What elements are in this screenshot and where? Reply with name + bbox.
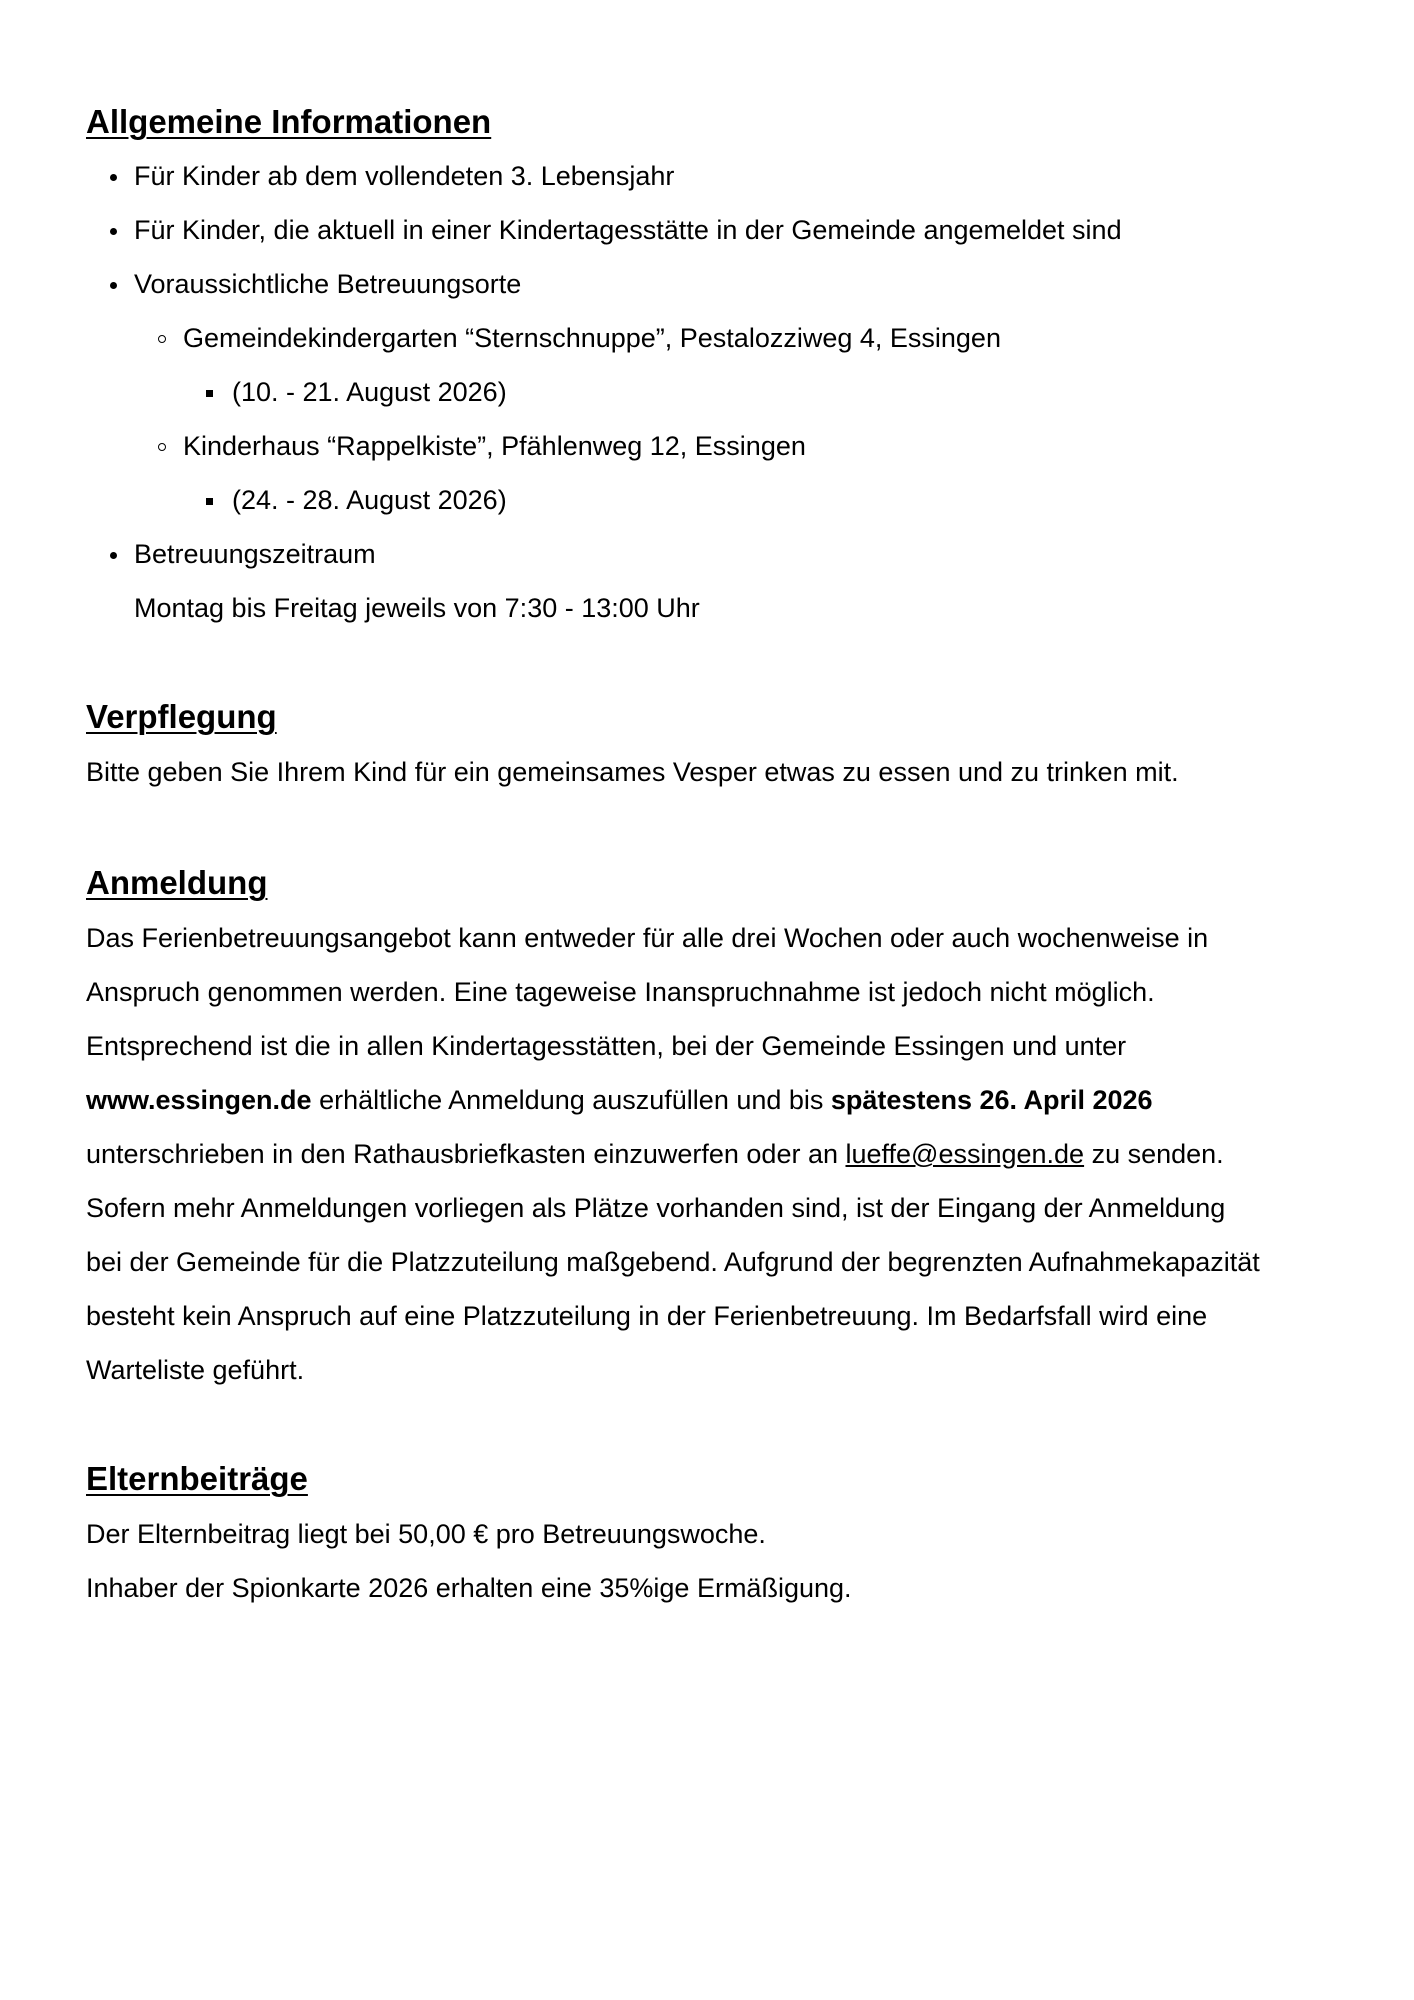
heading-registration: Anmeldung xyxy=(86,864,268,901)
circle-bullet-icon xyxy=(158,443,166,451)
fees-text: Inhaber der Spionkarte 2026 erhalten eine 35%ige Ermäßigung. xyxy=(86,1573,852,1603)
square-bullet-icon xyxy=(206,498,213,505)
bullet-icon xyxy=(110,282,117,289)
registration-text-pre: unterschrieben in den Rathausbriefkasten einzuwerfen oder an xyxy=(86,1139,846,1169)
website-text: www.essingen.de xyxy=(86,1085,312,1115)
heading-fees: Elternbeiträge xyxy=(86,1460,308,1497)
registration-text xyxy=(86,1084,1153,1116)
list-item: Voraussichtliche Betreuungsorte xyxy=(134,269,522,299)
registration-text: bei der Gemeinde für die Platzzuteilung maßgebend. Aufgrund der begrenzten Aufnahmekapazität xyxy=(86,1247,1260,1277)
location-item: Kinderhaus “Rappelkiste”, Pfählenweg 12, Essingen xyxy=(183,431,806,461)
bullet-icon xyxy=(110,228,117,235)
fees-text: Der Elternbeitrag liegt bei 50,00 € pro Betreuungswoche. xyxy=(86,1519,766,1549)
list-item: Für Kinder ab dem vollendeten 3. Lebensjahr xyxy=(134,161,675,191)
registration-text: Das Ferienbetreuungsangebot kann entweder für alle drei Wochen oder auch wochenweise in xyxy=(86,923,1209,953)
bullet-icon xyxy=(110,552,117,559)
location-dates: (24. - 28. August 2026) xyxy=(232,485,507,515)
registration-text: besteht kein Anspruch auf eine Platzzuteilung in der Ferienbetreuung. Im Bedarfsfall wird eine xyxy=(86,1301,1208,1331)
deadline-text: spätestens 26. April 2026 xyxy=(830,1085,1153,1115)
list-item: Betreuungszeitraum xyxy=(134,539,376,569)
heading-food: Verpflegung xyxy=(86,698,277,735)
location-item: Gemeindekindergarten “Sternschnuppe”, Pestalozziweg 4, Essingen xyxy=(183,323,1001,353)
registration-text-mid: erhältliche Anmeldung auszufüllen und bis xyxy=(311,1085,831,1115)
registration-text xyxy=(86,1138,1224,1170)
registration-text: Warteliste geführt. xyxy=(86,1355,305,1385)
registration-text: Entsprechend ist die in allen Kindertagesstätten, bei der Gemeinde Essingen und unter xyxy=(86,1031,1127,1061)
bullet-icon xyxy=(110,174,117,181)
square-bullet-icon xyxy=(206,390,213,397)
circle-bullet-icon xyxy=(158,335,166,343)
food-text: Bitte geben Sie Ihrem Kind für ein gemeinsames Vesper etwas zu essen und zu trinken mit. xyxy=(86,757,1179,787)
list-item: Für Kinder, die aktuell in einer Kindertagesstätte in der Gemeinde angemeldet sind xyxy=(134,215,1122,245)
location-dates: (10. - 21. August 2026) xyxy=(232,377,507,407)
heading-general-info: Allgemeine Informationen xyxy=(86,103,492,140)
email-link[interactable]: lueffe@essingen.de xyxy=(845,1139,1085,1169)
registration-text-post: zu senden. xyxy=(1084,1139,1224,1169)
registration-text: Sofern mehr Anmeldungen vorliegen als Plätze vorhanden sind, ist der Eingang der Anmeldung xyxy=(86,1193,1226,1223)
registration-text: Anspruch genommen werden. Eine tageweise Inanspruchnahme ist jedoch nicht möglich. xyxy=(86,977,1155,1007)
period-value: Montag bis Freitag jeweils von 7:30 - 13:00 Uhr xyxy=(134,593,700,623)
